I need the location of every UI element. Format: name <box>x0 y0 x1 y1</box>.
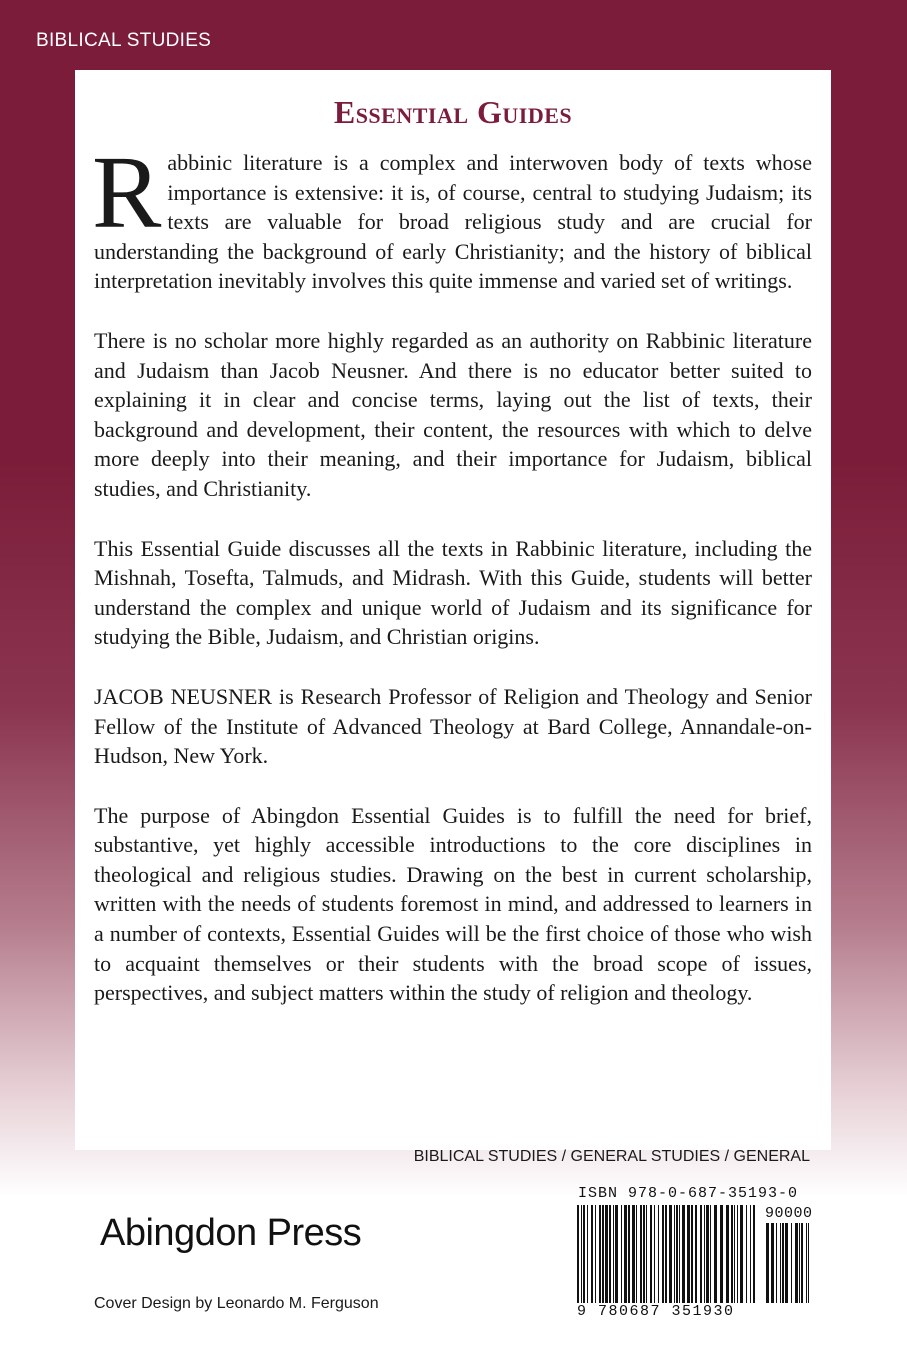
barcode-bar <box>734 1205 735 1303</box>
paragraph-intro <box>92 135 812 296</box>
barcode-bar <box>674 1205 675 1303</box>
barcode-bar <box>650 1205 652 1303</box>
barcode-bar <box>643 1205 645 1303</box>
barcode-bar <box>795 1223 798 1303</box>
paragraph-author-praise: There is no scholar more highly regarded as an authority on Rabbinic literature and Judaism than Jacob Neusner. And there is no educator better suited to explaining it in clear and concise terms, laying out the list of texts, their background and development, their content, the resources with which to delve more deeply into their meaning, and their importance for Judaism, biblical studies, and Christianity. <box>94 327 812 501</box>
isbn-label: ISBN 978-0-687-35193-0 <box>578 1185 799 1202</box>
barcode-bar <box>801 1223 803 1303</box>
barcode-bar <box>583 1205 585 1303</box>
barcode-bar <box>791 1223 792 1303</box>
barcode-bar <box>799 1223 800 1303</box>
barcode-bar <box>613 1205 614 1303</box>
barcode-bar <box>599 1205 601 1303</box>
barcode-bar <box>605 1205 608 1303</box>
barcode-bar <box>687 1205 690 1303</box>
text-panel <box>75 70 831 1150</box>
barcode-bar <box>602 1205 604 1303</box>
paragraph-author-bio: JACOB NEUSNER is Research Professor of Religion and Theology and Senior Fellow of the Institute of Advanced Theology at Bard College, Annandale-on-Hudson, New York. <box>94 683 812 769</box>
barcode-bar <box>785 1223 788 1303</box>
barcode-bar <box>615 1205 618 1303</box>
barcode-bar <box>740 1205 743 1303</box>
publisher-logo: Abingdon Press <box>100 1212 362 1254</box>
barcode-bar <box>806 1223 807 1303</box>
barcode-bar <box>628 1205 630 1303</box>
barcode-bar <box>706 1205 709 1303</box>
paragraph-series-purpose: The purpose of Abingdon Essential Guides is to fulfill the need for brief, substantive, yet highly accessible introductions to the core disciplines in theological and religious studies. Drawing on the best in current scholarship, written with the needs of students foremost in mind, and addressed to learners in a number of contexts, Essential Guides will be the first choice of those who wish to acquaint themselves or their students with the broad scope of issues, perspectives, and subject matters within the study of religion and theology. <box>94 802 812 1006</box>
paragraph-intro-text: abbinic literature is a complex and interwoven body of texts whose importance is extensive: it is, of course, central to studying Judaism; its texts are valuable for broad religious study and are crucial for understanding the background of early Christianity; and the history of biblical interpretation inevitably involves this quite immense and varied set of writings. <box>94 150 812 294</box>
barcode-bar <box>726 1205 729 1303</box>
barcode-bar <box>720 1205 723 1303</box>
barcode-addon-digits: 90000 <box>765 1205 813 1222</box>
barcode-bar <box>750 1205 751 1303</box>
barcode-bar <box>624 1205 627 1303</box>
barcode-bar <box>782 1223 784 1303</box>
barcode-bar <box>737 1205 738 1303</box>
cover-design-credit: Cover Design by Leonardo M. Ferguson <box>94 1295 379 1312</box>
barcode-bar <box>662 1205 664 1303</box>
barcode-bar <box>700 1205 702 1303</box>
barcode-bar <box>691 1205 693 1303</box>
barcode-bar <box>665 1205 667 1303</box>
category-label: BIBLICAL STUDIES <box>36 30 212 51</box>
paragraph-guide-summary: This Essential Guide discusses all the texts in Rabbinic literature, including the Mishnah, Tosefta, Talmuds, and Midrash. With this Guide, students will better understand the complex and unique world of Judaism and its significance for studying the Bible, Judaism, and Christian origins. <box>94 535 812 650</box>
series-title: Essential Guides <box>333 94 573 130</box>
barcode-bar <box>591 1205 593 1303</box>
barcode-bar <box>640 1205 642 1303</box>
barcode-bar <box>682 1205 685 1303</box>
barcode-bar <box>676 1205 678 1303</box>
barcode-bar <box>587 1205 588 1303</box>
barcode-bar <box>621 1205 622 1303</box>
barcode-bar <box>654 1205 655 1303</box>
barcode-bar <box>636 1205 637 1303</box>
barcode-bar <box>669 1205 672 1303</box>
barcode-bar <box>731 1205 733 1303</box>
barcode-bar <box>577 1205 579 1303</box>
barcode-ean-digits: 9 780687 351930 <box>577 1303 735 1320</box>
body-text <box>92 135 812 1038</box>
barcode-bar <box>746 1205 747 1303</box>
barcode-bar <box>595 1205 596 1303</box>
barcode-addon-bars <box>766 1223 810 1303</box>
barcode-bar <box>632 1205 635 1303</box>
barcode-bar <box>646 1205 647 1303</box>
barcode-bar <box>581 1205 582 1303</box>
barcode-bar <box>808 1223 809 1303</box>
barcode-bar <box>771 1223 774 1303</box>
barcode-bar <box>609 1205 611 1303</box>
barcode-bar <box>695 1205 697 1303</box>
subject-categories: BIBLICAL STUDIES / GENERAL STUDIES / GENERAL <box>413 1148 810 1165</box>
barcode <box>577 1205 813 1320</box>
barcode-main-bars <box>577 1205 757 1303</box>
barcode-bar <box>753 1205 755 1303</box>
barcode-bar <box>658 1205 659 1303</box>
barcode-bar <box>766 1223 769 1303</box>
barcode-bar <box>776 1223 777 1303</box>
barcode-bar <box>714 1205 717 1303</box>
barcode-bar <box>704 1205 705 1303</box>
drop-cap: R <box>92 135 162 250</box>
barcode-bar <box>710 1205 711 1303</box>
barcode-bar <box>679 1205 680 1303</box>
barcode-bar <box>780 1223 781 1303</box>
